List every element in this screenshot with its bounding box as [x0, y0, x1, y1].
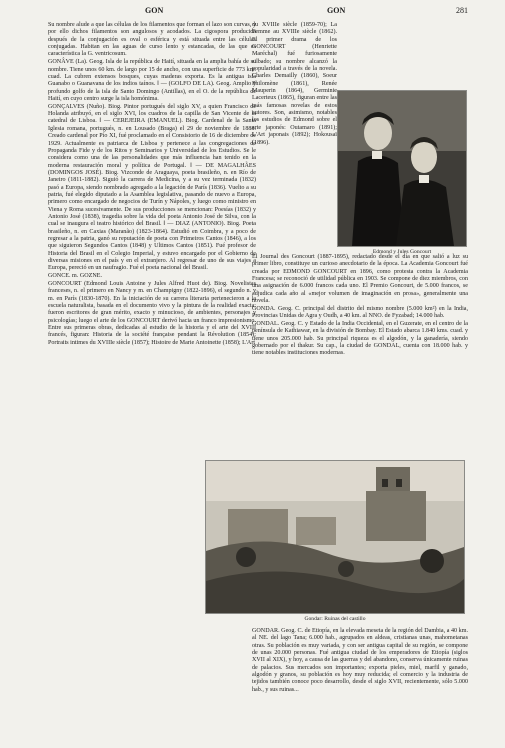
entry-gonce: GONCE. m. GOZNE. — [48, 273, 102, 280]
entry-gonda: GONDA. Geog. C. principal del distrito del mismo nombre (5.000 km²) en la India, Provincias Unidas de Agra y Oudh, a 40 km. al NNO. de Fyzabad; 14.000 hab. — [252, 305, 468, 320]
left-column — [48, 22, 256, 347]
entry-goncalves: GONÇALVES (Nuño). Biog. Pintor portugués del siglo XV, a quien Francisco de Holanda atribuyó, en el siglo XVI, los cuadros de la capilla de San Vicente de la catedral de Lisboa. ‖ — CEREJEIRA (EMANUEL). Biog. Cardenal de la Santa Iglesia romana, portugués, n. en Lousado (Braga) el 29 de noviembre de 1888. Creado cardenal por Pío XI, fué proclamado en el Consistorio de 16 de diciembre de 1929. Actualmente es patriarca de Lisboa y pertenece a las congregaciones de Propaganda Fide y de los Ritos y Seminarios y Universidad de los Estudios. Se le considera como una de las personalidades que más influencia han tenido en la moderna restauración moral y política de Portugal. ‖ — DE MAGALHÃES (DOMINGOS JOSÉ). Biog. Vizconde de Araguaya, poeta brasileño, n. en Río de Janeiro (1811-1882). Siguió la carrera de Medicina, y a su vez terminada (1832) pasó a Europa, siendo nombrado agregado a la legación de París (1836). Vuelto a su patria, fué elegido diputado a la Asamblea legislativa, pasando de nuevo a Europa, primero como encargado de negocios de Turín y Nápoles, y luego como ministro en Viena y Roma sucesivamente. De sus producciones se mencionan: Poesías (1832) y Antonio José (1838), tragedia sobre la vida del poeta Antonio José de Silva, con la cual se inaugura el teatro histórico del Brasil. ‖ — DIAZ (ANTONIO). Biog. Poeta brasileño, n. en Caxias (Maranão) (1823-1864). Estudió en Coimbra, y a poco de regresar a la patria, ganó su reputación de poeta con Primeiros Cantos (1846), a los que siguieron Segundos Cantos (1848) y Ultimos Cantos (1851). Fué profesor de Historia del Brasil en el Colegio Imperial, y estuvo encargado por el Gobierno de diversas misiones en el país y en el extranjero. Al regresar de uno de sus viajes a Europa, pereció en un naufragio. Fué el poeta nacional del Brasil. — [48, 103, 256, 272]
entry-gondar: GONDAR. Geog. C. de Etiopía, en la elevada meseta de la región del Dambia, a 40 km. al NE. del lago Tana; 6.000 hab., agrupados en aldeas, cristianas unas, mahometanas otras. Su población es muy variada, y con ser antigua capital de su región, se compone de unas 20.000 personas. Fué antigua ciudad de los emperadores de Etiopía (siglos XVII al XIX), y hoy, a causa de las guerras y del abandono, conserva únicamente ruinas de palacios. Sus mercados son importantes; exporta pieles, miel, marfil y ganado, algodón y granos, su población es hoy muy reducida; el comercio y la industria de tejidos también conoce poco desarrollo, desde el siglo XVII, recientemente, sólo 5.000 hab., y sus ruinas... — [252, 628, 468, 693]
photo1-caption: Edmond y Jules Goncourt — [372, 249, 432, 255]
right-column-bottom — [252, 628, 468, 694]
entry-journal-goncourt: El Journal des Goncourt (1887-1895), redactado desde el día en que salió a luz su primer libro, constituye un curioso anecdotario de la época. La Academia Goncourt fué creada por EDMOND GONCOURT en 1896, como protesta contra la Academia Francesa; se reconoció de utilidad pública en 1903. Se compone de diez miembros, con una asignación de 6.000 francos cada uno. El Premio Goncourt, de 5.000 francos, se adjudica cada año al «mejor volumen de imaginación en prosa», generalmente una novela. — [252, 254, 468, 305]
header-middle-word: GON — [327, 6, 346, 15]
goncourt-brothers-photo — [337, 90, 467, 247]
entry-gondal: GONDAL. Geog. C. y Estado de la India Occidental, en el Guzerate, en el centro de la península de Kathiawar, en la división de Bombay. El Estado abarca 1.840 kms. cuad. y tiene unos 205.000 hab. Su principal riqueza es el algodón, y la ganadería, siendo gobernado por el thakur. Su cap., la ciudad de GONDAL, cuenta con 18.000 hab. y tiene notables instituciones modernas. — [252, 321, 468, 357]
entry-gonatonema-end: Su nombre alude a que las células de los filamentos que forman el lazo son curvas, y por ello dichos filamentos son angulosos y acodados. La cigospora producida después de la conjugación es oval o esférica y está situada entre las células conjugadas. Habitan en las aguas de curso lento y estancadas, de las que es característica la G. ventricosum. — [48, 22, 256, 58]
page-number: 281 — [456, 6, 468, 15]
running-header — [0, 6, 505, 20]
header-left-word: GON — [145, 6, 164, 15]
gondar-castle-ruins-photo — [205, 460, 465, 614]
entry-goncourt: GONCOURT (Edmond Louis Antoine y Jules Alfred Huot de). Biog. Novelistas franceses, n. el primero en Nancy y m. en Champigny (1822-1896), el segundo n. y m. en París (1830-1870). En la iniciación de su carrera literaria pertenecieron a la escuela naturalista, basada en el documento vivo y la pintura de la realidad exacta; fueron escritores de gran mérito, exacto y minucioso, de ambientes, personajes y psicologías; luego el arte de los GONCOURT derivó hacia un franco impresionismo. Entre sus primeras obras, dedicadas al estudio de la historia y el arte del XVIII francés, figuran: Historia de la société française pendant la Révolution (1854); Portraits intimes du XVIIIe siècle (1857); Histoire de Marie Antoinette (1858); L'Art — [48, 281, 256, 346]
entry-gonave: GONÂVE (La). Geog. Isla de la república de Haití, situada en la amplia bahía de su nombre. Tiene unos 60 km. de largo por 15 de ancho, con una superficie de 773 km. cuad. La cubren extensos bosques, cuyas maderas exporta. Es la antigua isla Guanabo o Guanavana de los indios taínos. ‖ — (GOLFO DE LA). Geog. Amplio y profundo golfo de la isla de Santo Domingo (Antillas), en el O. de la república de Haití, en cuyo centro surge la isla homónima. — [48, 59, 256, 102]
right-column-middle — [252, 254, 468, 358]
photo2-caption: Gondar: Ruinas del castillo — [304, 616, 366, 622]
entry-goncourt-continued: du XVIIIe siècle (1859-70); La Femme au XVIIIe siècle (1862). El primer drama de los GONCOURT (Henriette Maréchal) fué furiosamente silbado; su nombre alcanzó la popularidad a través de la novela. Charles Demailly (1860), Soeur Philomène (1861), Renée Mauperin (1864), Germinie Lacerteux (1865), figuran entre las más famosas novelas de estos autores. Son, asimismo, notables los estudios de Edmond sobre el arte japonés: Outamaro (1891); L'Art japonais (1892); Hokousaï (1896). — [252, 22, 337, 146]
